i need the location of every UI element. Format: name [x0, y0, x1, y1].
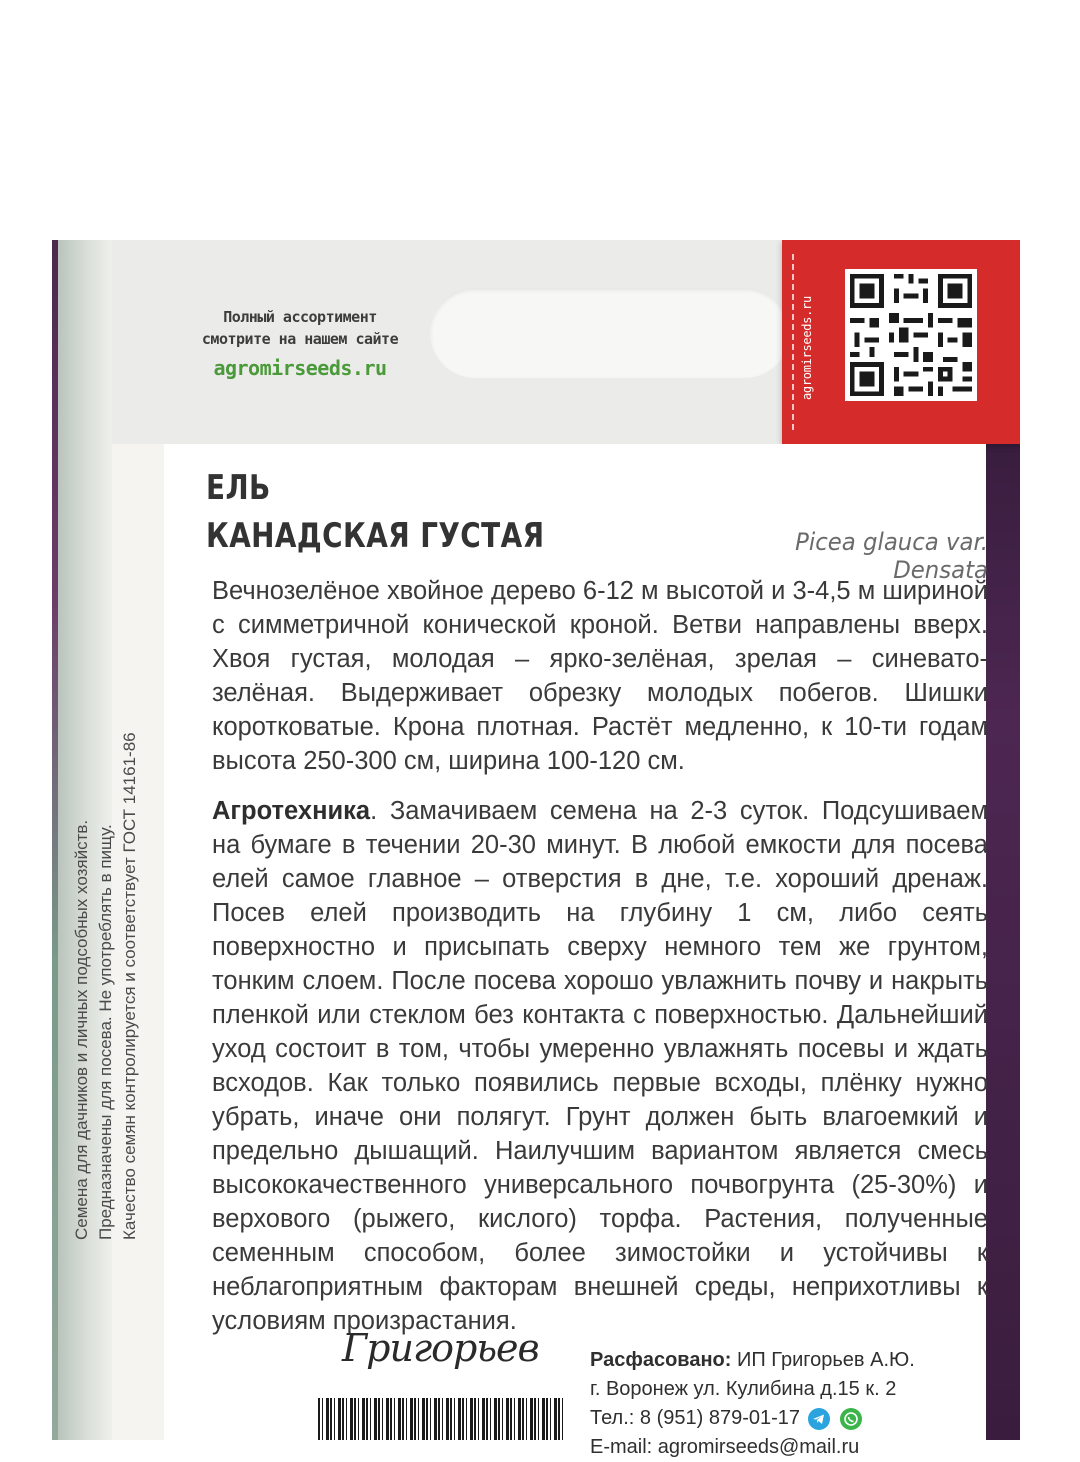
- product-title-line-2: КАНАДСКАЯ ГУСТАЯ: [206, 516, 545, 556]
- promo-block: [200, 306, 400, 380]
- promo-line-2: смотрите на нашем сайте: [201, 330, 399, 348]
- promo-site-link[interactable]: agromirseeds.ru: [213, 356, 387, 380]
- latin-name: Picea glauca var. Densata: [795, 528, 988, 584]
- product-title-line-1: ЕЛЬ: [206, 468, 271, 508]
- packet-header: [112, 240, 986, 444]
- side-note-line-2: Предназначены для посева. Не употреблять в пищу.: [96, 824, 115, 1240]
- red-qr-tag: [782, 240, 1020, 444]
- tag-site-vertical: agromirseeds.ru: [800, 296, 814, 400]
- side-legal-note: [70, 640, 142, 1240]
- packer-address: г. Воронеж ул. Кулибина д.15 к. 2: [590, 1378, 897, 1400]
- barcode: [318, 1398, 566, 1440]
- whatsapp-icon[interactable]: [840, 1408, 862, 1430]
- packer-label: Расфасовано:: [590, 1349, 732, 1371]
- qr-code-icon[interactable]: [840, 264, 982, 406]
- packer-name: ИП Григорьев А.Ю.: [731, 1349, 915, 1371]
- agrotechnics-section: [212, 794, 988, 1338]
- promo-line-1: Полный ассортимент: [223, 308, 377, 326]
- agrotechnics-label: Агротехника: [212, 797, 371, 825]
- packer-info: [590, 1346, 990, 1462]
- side-note-line-1: Семена для дачников и личных подсобных хозяйств.: [72, 819, 91, 1240]
- product-title: [206, 464, 544, 560]
- packer-phone: Тел.: 8 (951) 879-01-17: [590, 1407, 800, 1429]
- packer-email[interactable]: E-mail: agromirseeds@mail.ru: [590, 1436, 860, 1459]
- brand-signature: Григорьев: [342, 1326, 539, 1370]
- telegram-icon[interactable]: [808, 1408, 830, 1430]
- agrotechnics-text: . Замачиваем семена на 2-3 суток. Подсушиваем на бумаге в течении 20-30 минут. В любой емкости для посева елей самое главное – отверстия в дне, т.е. хороший дренаж. Посев елей производить на глубину 1 см, либо сеять поверхностно и присыпать сверху немного тем же грунтом, тонким слоем. После посева хорошо увлажнить почву и накрыть пленкой или стеклом без контакта с поверхностью. Дальнейший уход состоит в том, чтобы умеренно увлажнять посевы и ждать всходов. Как только появились первые всходы, плёнку нужно убрать, иначе они полягут. Грунт должен быть влагоемкий и предельно дышащий. Наилучшим вариантом является смесь высококачественного универсального почвогрунта (25-30%) и верхового (рыжего, кислого) торфа. Растения, полученные семенным способом, более зимостойки и устойчивы к неблагоприятным факторам внешней среды, неприхотливы к условиям произрастания.: [212, 797, 988, 1335]
- product-description: Вечнозелёное хвойное дерево 6-12 м высотой и 3-4,5 м шириной с симметричной конической кроной. Ветви направлены вверх. Хвоя густая, молодая – ярко-зелёная, зрелая – синевато-зелёная. Выдерживает обрезку молодых побегов. Шишки коротковатые. Крона плотная. Растёт медленно, к 10-ти годам высота 250-300 см, ширина 100-120 см.: [212, 577, 988, 775]
- side-note-line-3: Качество семян контролируется и соответствует ГОСТ 14161-86: [120, 732, 139, 1240]
- hang-tab-slot: [430, 288, 790, 378]
